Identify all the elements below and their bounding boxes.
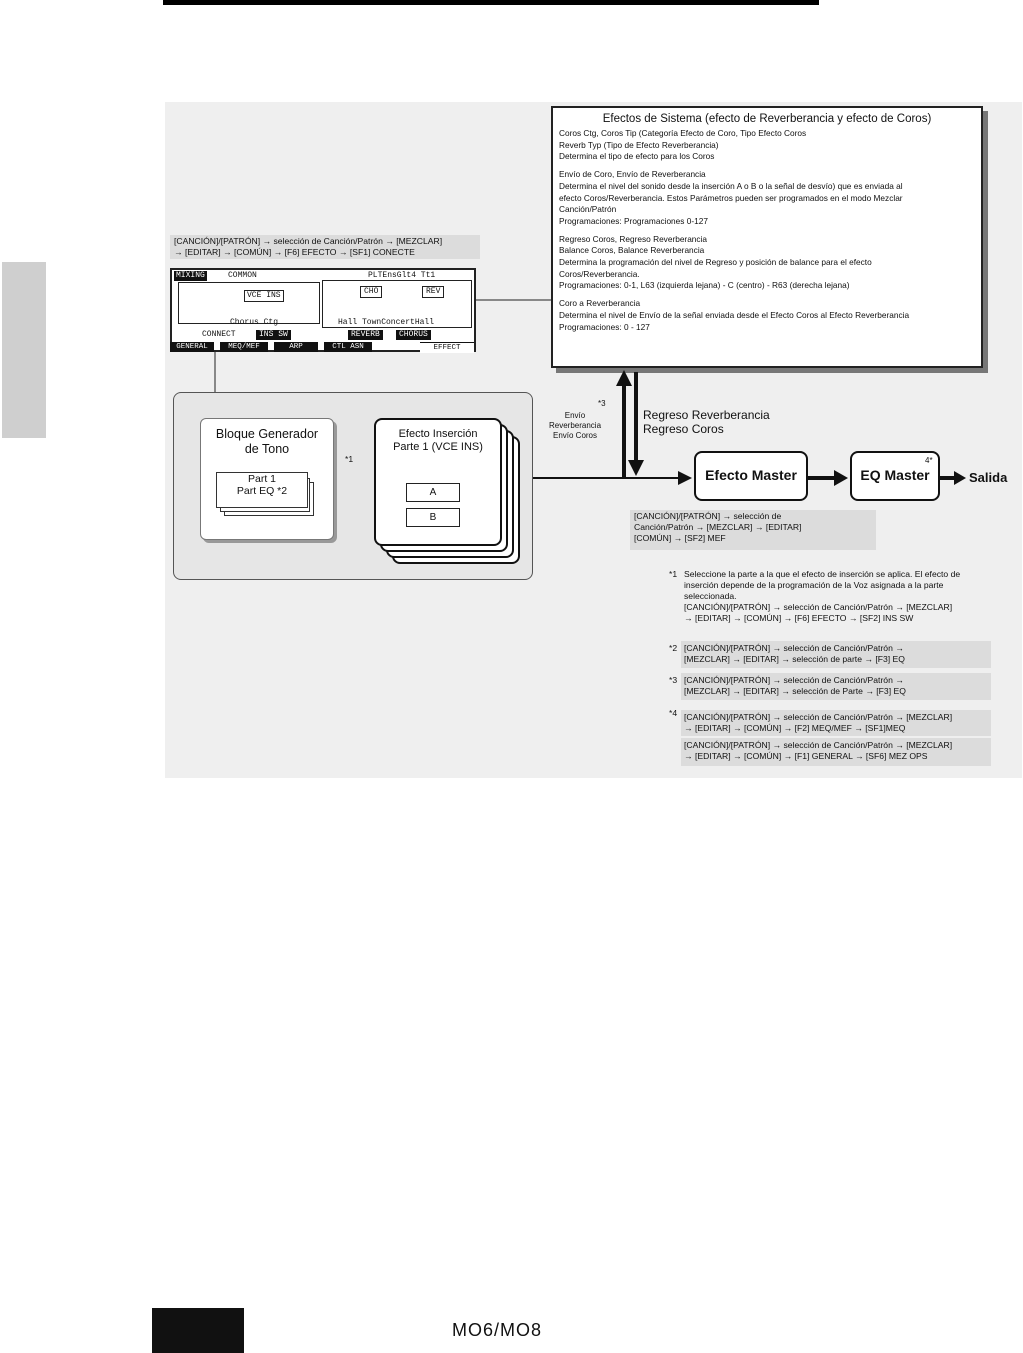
lcd-path-line: → [EDITAR] → [COMÚN] → [F6] EFECTO → [SF1] CONECTE: [174, 247, 415, 257]
mark-1: *1: [345, 454, 354, 464]
send-mark: *3: [598, 399, 606, 408]
system-line: Programaciones: Programaciones 0-127: [559, 215, 708, 226]
note-line: [CANCIÓN]/[PATRÓN] → selección de Canción/Patrón →: [684, 643, 904, 653]
insertion-effect-label: Efecto Inserción Parte 1 (VCE INS): [393, 428, 483, 453]
lcd-tab-arp[interactable]: ARP: [274, 342, 318, 352]
note-4a: [681, 710, 991, 736]
note-1: [684, 569, 960, 624]
note-3: [681, 673, 991, 700]
lcd-subtab-chorus[interactable]: CHORUS: [396, 330, 431, 340]
note-line: [MEZCLAR] → [EDITAR] → selección de parte → [F3] EQ: [684, 654, 905, 664]
lcd-common: COMMON: [228, 271, 257, 280]
note-1-mark: *1: [669, 569, 678, 579]
lcd-tab-meq-mef[interactable]: MEQ/MEF: [220, 342, 268, 352]
eq-mark: 4*: [925, 456, 933, 465]
lcd-subtab-reverb[interactable]: REVERB: [348, 330, 383, 340]
lcd-song-name: PLTEnsGlt4 Tt1: [368, 271, 436, 280]
system-line: Programaciones: 0 - 127: [559, 321, 650, 332]
system-line: Determina la programación del nivel de Regreso y posición de balance para el efecto: [559, 257, 872, 268]
note-line: [CANCIÓN]/[PATRÓN] → selección de Canción/Patrón → [MEZCLAR]: [684, 740, 953, 750]
lcd-tab-effect[interactable]: EFFECT: [420, 342, 474, 353]
note-line: [CANCIÓN]/[PATRÓN] → selección de Canción/Patrón → [MEZCLAR]: [684, 712, 953, 722]
return-label: Regreso Coros: [643, 422, 724, 436]
mef-path-label: [630, 510, 876, 550]
send-arrowhead: [616, 370, 632, 386]
lcd-type-name: Hall TownConcertHall: [338, 318, 435, 327]
note-line: seleccionada.: [684, 591, 737, 601]
note-line: → [EDITAR] → [COMÚN] → [F6] EFECTO → [SF2] INS SW: [684, 613, 914, 623]
note-line: → [EDITAR] → [COMÚN] → [F1] GENERAL → [SF6] MEZ OPS: [684, 751, 928, 761]
insertion-a-box: A: [406, 483, 460, 502]
system-line: Programaciones: 0-1, L63 (izquierda lejana) - C (centro) - R63 (derecha lejana): [559, 280, 850, 291]
lcd-tab-general[interactable]: GENERAL: [170, 342, 214, 352]
master-effect-block: Efecto Master: [694, 451, 808, 501]
system-line: efecto Coros/Reverberancia. Estos Parámetros pueden ser programados en el modo Mezclar: [559, 192, 903, 203]
lcd-chorus-ctg: Chorus Ctg: [230, 318, 279, 327]
note-line: inserción depende de la programación de la Voz asignada a la parte: [684, 580, 944, 590]
lcd-cho: CHO: [360, 286, 382, 298]
note-4b: [681, 738, 991, 766]
ins-to-master-arrowhead: [678, 471, 692, 485]
send-label: Envío Coros: [552, 431, 598, 440]
note-2-mark: *2: [669, 643, 678, 653]
lcd-mode: MIXING: [176, 271, 205, 280]
master-eq-block: EQ Master: [850, 451, 940, 501]
system-line: Determina el nivel de Envío de la señal enviada desde el Efecto Coros al Efecto Reverberancia: [559, 309, 910, 320]
lcd-path-line: [CANCIÓN]/[PATRÓN] → selección de Canción/Patrón → [MEZCLAR]: [174, 236, 443, 246]
lcd-rev: REV: [422, 286, 444, 298]
system-line: Determina el nivel del sonido desde la inserción A o B o la señal de desvío) que es enviada al: [559, 180, 903, 191]
system-line: Determina el tipo de efecto para los Coros: [559, 151, 715, 162]
part-label: Part 1: [247, 473, 276, 485]
system-line: Coros/Reverberancia.: [559, 268, 640, 279]
output-label: Salida: [969, 470, 1008, 485]
system-effects-title: Efectos de Sistema (efecto de Reverberancia y efecto de Coros): [602, 113, 932, 125]
note-3-mark: *3: [669, 675, 678, 685]
note-4-mark: *4: [669, 708, 678, 718]
system-line: Coro a Reverberancia: [559, 298, 641, 309]
note-line: [MEZCLAR] → [EDITAR] → selección de Parte → [F3] EQ: [684, 686, 906, 696]
system-line: Canción/Patrón: [559, 204, 617, 215]
insertion-b-box: B: [406, 508, 460, 527]
note-line: Seleccione la parte a la que el efecto de inserción se aplica. El efecto de: [684, 569, 961, 579]
page-number-block: [152, 1308, 244, 1353]
note-2: [681, 641, 991, 668]
return-arrowhead: [628, 460, 644, 476]
system-line: Regreso Coros, Regreso Reverberancia: [559, 233, 708, 244]
mef-path-line: [COMÚN] → [SF2] MEF: [634, 533, 726, 543]
note-line: [CANCIÓN]/[PATRÓN] → selección de Canción/Patrón →: [684, 675, 904, 685]
product-logo: MO6/MO8: [452, 1320, 543, 1340]
send-labels: [540, 411, 610, 441]
send-label: Reverberancia: [548, 421, 602, 430]
lcd-tab-ctl-asn[interactable]: CTL ASN: [324, 342, 372, 352]
return-labels: [643, 408, 770, 436]
system-line: Balance Coros, Balance Reverberancia: [559, 245, 705, 256]
part-card: [216, 472, 308, 508]
lcd-subtab-ins-sw[interactable]: INS SW: [256, 330, 291, 340]
system-line: Envío de Coro, Envío de Reverberancia: [559, 169, 706, 180]
part-eq-label: Part EQ *2: [236, 485, 288, 497]
lcd-subtab-connect[interactable]: CONNECT: [202, 330, 236, 339]
mef-path-line: [CANCIÓN]/[PATRÓN] → selección de: [634, 511, 782, 521]
note-line: [CANCIÓN]/[PATRÓN] → selección de Canción/Patrón → [MEZCLAR]: [684, 602, 953, 612]
mef-path-line: Canción/Patrón → [MEZCLAR] → [EDITAR]: [634, 522, 802, 532]
note-line: → [EDITAR] → [COMÚN] → [F2] MEQ/MEF → [SF1]MEQ: [684, 723, 906, 733]
tone-generator-label: Bloque Generador de Tono: [215, 427, 319, 456]
lcd-vce-ins: VCE INS: [244, 290, 284, 302]
system-line: Reverb Typ (Tipo de Efecto Reverberancia): [559, 139, 719, 150]
eq-to-output-arrowhead: [954, 471, 966, 485]
system-line: Coros Ctg, Coros Tip (Categoría Efecto de Coro, Tipo Efecto Coros: [559, 128, 807, 138]
send-label: Envío: [564, 411, 586, 420]
master-to-eq-arrowhead: [834, 470, 848, 486]
return-label: Regreso Reverberancia: [643, 408, 770, 422]
